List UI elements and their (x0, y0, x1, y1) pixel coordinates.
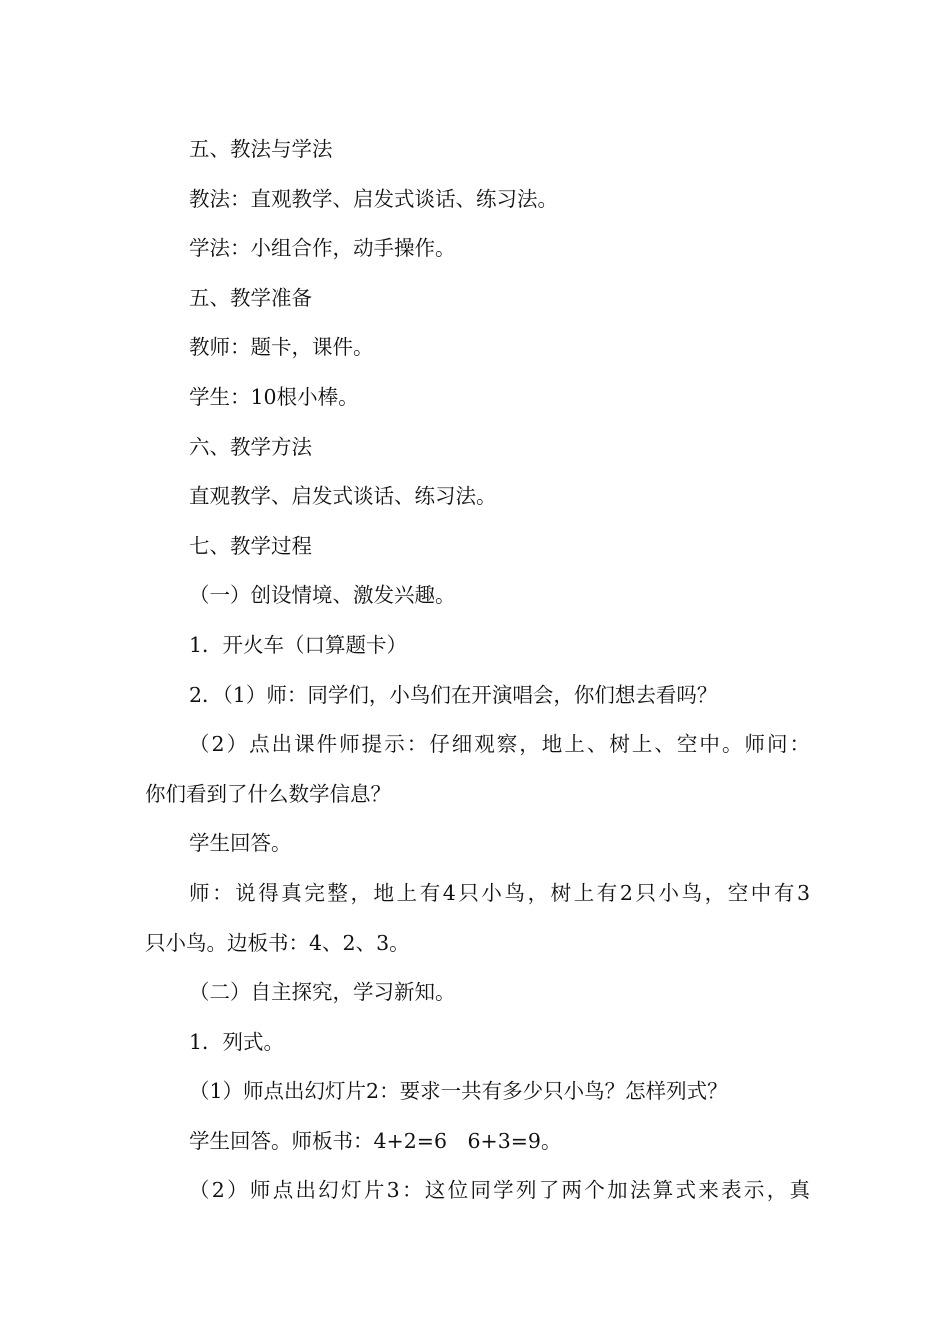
paragraph: 教法：直观教学、启发式谈话、练习法。 (189, 186, 558, 211)
paragraph-line: 你们看到了什么数学信息？ (145, 781, 391, 806)
paragraph: 直观教学、启发式谈话、练习法。 (189, 484, 497, 509)
section-heading: 五、教法与学法 (189, 137, 333, 161)
paragraph-line: 师：说得真完整，地上有4只小鸟，树上有2只小鸟，空中有3 (189, 880, 810, 905)
document-body (145, 125, 810, 1216)
paragraph: 学法：小组合作，动手操作。 (189, 236, 456, 261)
list-item: 1．开火车（口算题卡） (189, 632, 408, 657)
section-heading: 七、教学过程 (189, 533, 312, 558)
paragraph: 学生：10根小棒。 (189, 384, 359, 409)
list-item: 1．列式。 (189, 1029, 285, 1054)
paragraph: （1）师点出幻灯片2：要求一共有多少只小鸟？怎样列式？ (189, 1079, 728, 1104)
section-heading: 六、教学方法 (189, 434, 312, 459)
list-item: 2．（1）师：同学们，小鸟们在开演唱会，你们想去看吗？ (189, 682, 718, 707)
paragraph-line: 只小鸟。边板书：4、2、3。 (145, 930, 410, 955)
paragraph-line: （2）师点出幻灯片3：这位同学列了两个加法算式来表示，真 (189, 1178, 810, 1203)
subsection-heading: （一）创设情境、激发兴趣。 (189, 583, 456, 608)
section-heading: 五、教学准备 (189, 285, 312, 310)
paragraph-line: （2）点出课件师提示：仔细观察，地上、树上、空中。师问： (189, 732, 810, 757)
paragraph: 学生回答。 (189, 831, 292, 856)
paragraph: 教师：题卡，课件。 (189, 335, 374, 360)
subsection-heading: （二）自主探究，学习新知。 (189, 980, 456, 1005)
paragraph: 学生回答。师板书：4+2=6 6+3=9。 (189, 1128, 562, 1153)
